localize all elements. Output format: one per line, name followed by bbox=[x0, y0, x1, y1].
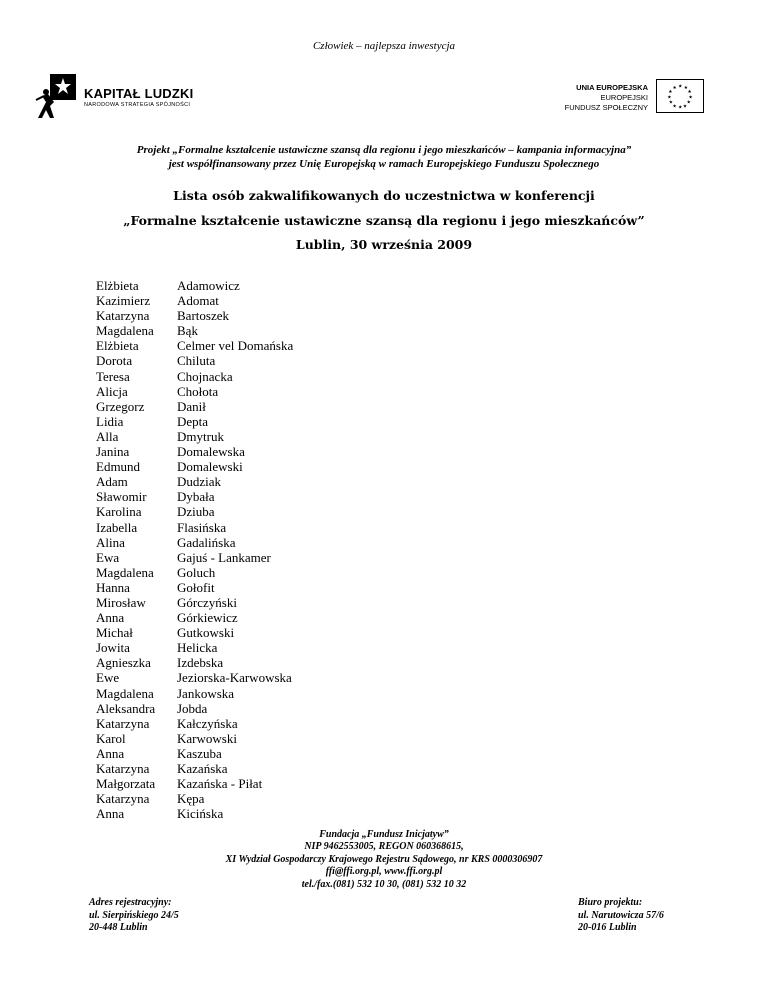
participant-last-name: Chiluta bbox=[177, 353, 216, 369]
participant-first-name: Michał bbox=[96, 625, 133, 641]
participant-last-name: Domalewska bbox=[177, 444, 245, 460]
participant-last-name: Górczyński bbox=[177, 594, 237, 610]
participant-first-name: Magdalena bbox=[96, 564, 154, 580]
footer-center-line: NIP 9462553005, REGON 060368615, bbox=[304, 841, 464, 853]
participant-first-name: Karolina bbox=[96, 504, 142, 520]
svg-text:★: ★ bbox=[687, 90, 692, 96]
participant-first-name: Jowita bbox=[96, 640, 130, 656]
participant-last-name: Dmytruk bbox=[177, 428, 224, 444]
participant-first-name: Lidia bbox=[96, 413, 124, 429]
eu-logo-text bbox=[565, 83, 648, 113]
participant-row bbox=[96, 474, 396, 489]
participant-first-name: Alla bbox=[96, 428, 119, 444]
participant-last-name: Chołota bbox=[177, 383, 219, 399]
participant-first-name: Małgorzata bbox=[96, 776, 156, 792]
participant-last-name: Gajuś - Lankamer bbox=[177, 549, 271, 565]
participant-row bbox=[96, 444, 396, 459]
footer-center-line: XI Wydział Gospodarczy Krajowego Rejestru Sądowego, nr KRS 0000306907 bbox=[225, 853, 543, 865]
participant-row bbox=[96, 565, 396, 580]
participant-first-name: Izabella bbox=[96, 519, 138, 535]
participant-row bbox=[96, 625, 396, 640]
conference-date: Lublin, 30 września 2009 bbox=[295, 237, 473, 252]
participant-row bbox=[96, 701, 396, 716]
participant-last-name: Domalewski bbox=[177, 459, 243, 475]
participant-first-name: Janina bbox=[96, 444, 130, 460]
participant-first-name: Magdalena bbox=[96, 685, 154, 701]
svg-text:★: ★ bbox=[686, 100, 691, 106]
participant-row bbox=[96, 293, 396, 308]
project-line1: Projekt „Formalne kształcenie ustawiczne szansą dla regionu i jego mieszkańców – kampania informacyjna” bbox=[136, 144, 632, 156]
eu-logo-line1: UNIA EUROPEJSKA bbox=[576, 83, 648, 92]
participant-first-name: Katarzyna bbox=[96, 791, 150, 807]
participant-last-name: Izdebska bbox=[177, 655, 224, 671]
participant-row bbox=[96, 716, 396, 731]
participant-last-name: Dybała bbox=[177, 489, 215, 505]
svg-text:★: ★ bbox=[683, 85, 688, 91]
kapital-ludzki-title: KAPITAŁ LUDZKI bbox=[84, 86, 194, 101]
svg-text:★: ★ bbox=[667, 95, 672, 101]
footer-left-line: ul. Sierpińskiego 24/5 bbox=[89, 909, 179, 921]
participant-last-name: Jeziorska-Karwowska bbox=[177, 670, 292, 686]
footer-center-line: Fundacja „Fundusz Inicjatyw” bbox=[319, 829, 449, 840]
footer-center-line: tel./fax.(081) 532 10 30, (081) 532 10 32 bbox=[301, 878, 467, 890]
participant-row bbox=[96, 655, 396, 670]
participant-first-name: Teresa bbox=[96, 368, 130, 384]
participant-first-name: Sławomir bbox=[96, 489, 147, 505]
footer-center-line: ffi@ffi.org.pl, www.ffi.org.pl bbox=[325, 866, 443, 878]
participant-first-name: Ewa bbox=[96, 549, 120, 565]
participant-first-name: Aleksandra bbox=[96, 700, 156, 716]
header-motto: Człowiek – najlepsza inwestycja bbox=[312, 40, 456, 52]
participant-first-name: Anna bbox=[96, 745, 125, 761]
footer-left-line: Adres rejestracyjny: bbox=[89, 897, 172, 908]
participant-last-name: Chojnacka bbox=[177, 368, 233, 384]
participant-row bbox=[96, 429, 396, 444]
participant-row bbox=[96, 399, 396, 414]
svg-text:★: ★ bbox=[668, 90, 673, 96]
svg-text:★: ★ bbox=[682, 104, 688, 110]
participant-last-name: Gołofit bbox=[177, 579, 215, 595]
participant-row bbox=[96, 369, 396, 384]
participant-row bbox=[96, 504, 396, 519]
star-figure-icon bbox=[34, 72, 78, 120]
participant-row bbox=[96, 731, 396, 746]
participant-row bbox=[96, 489, 396, 504]
kapital-ludzki-logo bbox=[34, 72, 254, 120]
participant-last-name: Kazańska - Piłat bbox=[177, 776, 263, 792]
footer-right-line: ul. Narutowicza 57/6 bbox=[578, 909, 664, 921]
participant-first-name: Alicja bbox=[96, 383, 128, 399]
participant-row bbox=[96, 640, 396, 655]
participant-last-name: Gutkowski bbox=[177, 625, 235, 641]
participant-row bbox=[96, 338, 396, 353]
participant-last-name: Kępa bbox=[177, 791, 205, 807]
participant-row bbox=[96, 353, 396, 368]
participant-last-name: Dziuba bbox=[177, 504, 215, 520]
participant-row bbox=[96, 278, 396, 293]
participant-last-name: Dudziak bbox=[177, 474, 222, 490]
participant-row bbox=[96, 580, 396, 595]
svg-text:★: ★ bbox=[672, 104, 677, 110]
footer-registration-address bbox=[89, 897, 179, 935]
eu-logo-line2: EUROPEJSKI bbox=[600, 93, 648, 102]
kapital-ludzki-subtitle: NARODOWA STRATEGIA SPÓJNOŚCI bbox=[84, 102, 191, 108]
participant-row bbox=[96, 520, 396, 535]
document-title: Lista osób zakwalifikowanych do uczestnictwa w konferencji bbox=[173, 188, 595, 203]
participant-last-name: Górkiewicz bbox=[177, 610, 238, 626]
participant-first-name: Agnieszka bbox=[96, 655, 151, 671]
footer-foundation-info bbox=[0, 829, 768, 891]
participant-last-name: Flasińska bbox=[177, 519, 227, 535]
participant-first-name: Katarzyna bbox=[96, 308, 150, 324]
project-line2: jest współfinansowany przez Unię Europejską w ramach Europejskiego Funduszu Społecznego bbox=[168, 158, 600, 170]
participant-last-name: Celmer vel Domańska bbox=[177, 338, 294, 354]
svg-text:★: ★ bbox=[672, 85, 677, 91]
participant-row bbox=[96, 308, 396, 323]
participant-first-name: Katarzyna bbox=[96, 761, 150, 776]
participant-last-name: Gadalińska bbox=[177, 534, 236, 550]
participant-first-name: Kazimierz bbox=[96, 293, 151, 309]
participant-first-name: Ewe bbox=[96, 670, 120, 686]
participant-first-name: Adam bbox=[96, 474, 128, 490]
participant-row bbox=[96, 414, 396, 429]
participant-last-name: Bartoszek bbox=[177, 308, 229, 324]
participant-last-name: Kazańska bbox=[177, 761, 228, 776]
conference-title: „Formalne kształcenie ustawiczne szansą dla regionu i jego mieszkańców” bbox=[123, 213, 645, 228]
participant-row bbox=[96, 459, 396, 474]
footer-right-line: 20-016 Lublin bbox=[578, 922, 637, 934]
footer-right-line: Biuro projektu: bbox=[578, 897, 643, 908]
participant-row bbox=[96, 384, 396, 399]
participant-first-name: Magdalena bbox=[96, 323, 154, 339]
participant-row bbox=[96, 535, 396, 550]
svg-text:★: ★ bbox=[688, 95, 693, 101]
participant-first-name: Karol bbox=[96, 730, 126, 746]
participant-last-name: Kicińska bbox=[177, 806, 224, 822]
participant-row bbox=[96, 806, 396, 821]
participant-row bbox=[96, 595, 396, 610]
participant-row bbox=[96, 746, 396, 761]
eu-logo bbox=[554, 79, 734, 119]
participant-first-name: Edmund bbox=[96, 459, 141, 475]
svg-text:★: ★ bbox=[668, 100, 673, 106]
project-info bbox=[0, 143, 768, 171]
participant-first-name: Elżbieta bbox=[96, 338, 139, 354]
participant-row bbox=[96, 776, 396, 791]
footer-project-office bbox=[578, 897, 664, 935]
participant-first-name: Grzegorz bbox=[96, 398, 145, 414]
eu-flag-icon bbox=[656, 79, 704, 113]
participant-row bbox=[96, 791, 396, 806]
participant-row bbox=[96, 323, 396, 338]
participant-row bbox=[96, 610, 396, 625]
footer-left-line: 20-448 Lublin bbox=[89, 922, 148, 934]
participant-row bbox=[96, 761, 396, 776]
participant-first-name: Mirosław bbox=[96, 594, 146, 610]
participant-first-name: Hanna bbox=[96, 579, 130, 595]
participant-first-name: Elżbieta bbox=[96, 278, 139, 293]
participant-last-name: Kaszuba bbox=[177, 745, 222, 761]
participant-last-name: Goluch bbox=[177, 564, 216, 580]
participant-first-name: Anna bbox=[96, 610, 125, 626]
participant-last-name: Jobda bbox=[177, 700, 208, 716]
participant-last-name: Kałczyńska bbox=[177, 715, 238, 731]
participant-last-name: Adomat bbox=[177, 293, 219, 309]
participant-last-name: Danił bbox=[177, 398, 206, 414]
participant-row bbox=[96, 550, 396, 565]
participant-first-name: Alina bbox=[96, 534, 125, 550]
participant-last-name: Bąk bbox=[177, 323, 198, 339]
participant-last-name: Helicka bbox=[177, 640, 218, 656]
participant-last-name: Jankowska bbox=[177, 685, 235, 701]
eu-logo-line3: FUNDUSZ SPOŁECZNY bbox=[564, 103, 648, 112]
svg-text:★: ★ bbox=[678, 84, 683, 90]
participant-first-name: Dorota bbox=[96, 353, 133, 369]
participant-row bbox=[96, 670, 396, 685]
participant-row bbox=[96, 686, 396, 701]
participant-last-name: Depta bbox=[177, 413, 209, 429]
participant-last-name: Karwowski bbox=[177, 730, 237, 746]
participant-first-name: Katarzyna bbox=[96, 715, 150, 731]
participant-list bbox=[96, 278, 396, 821]
participant-last-name: Adamowicz bbox=[177, 278, 240, 293]
svg-text:★: ★ bbox=[678, 105, 683, 111]
participant-first-name: Anna bbox=[96, 806, 125, 822]
